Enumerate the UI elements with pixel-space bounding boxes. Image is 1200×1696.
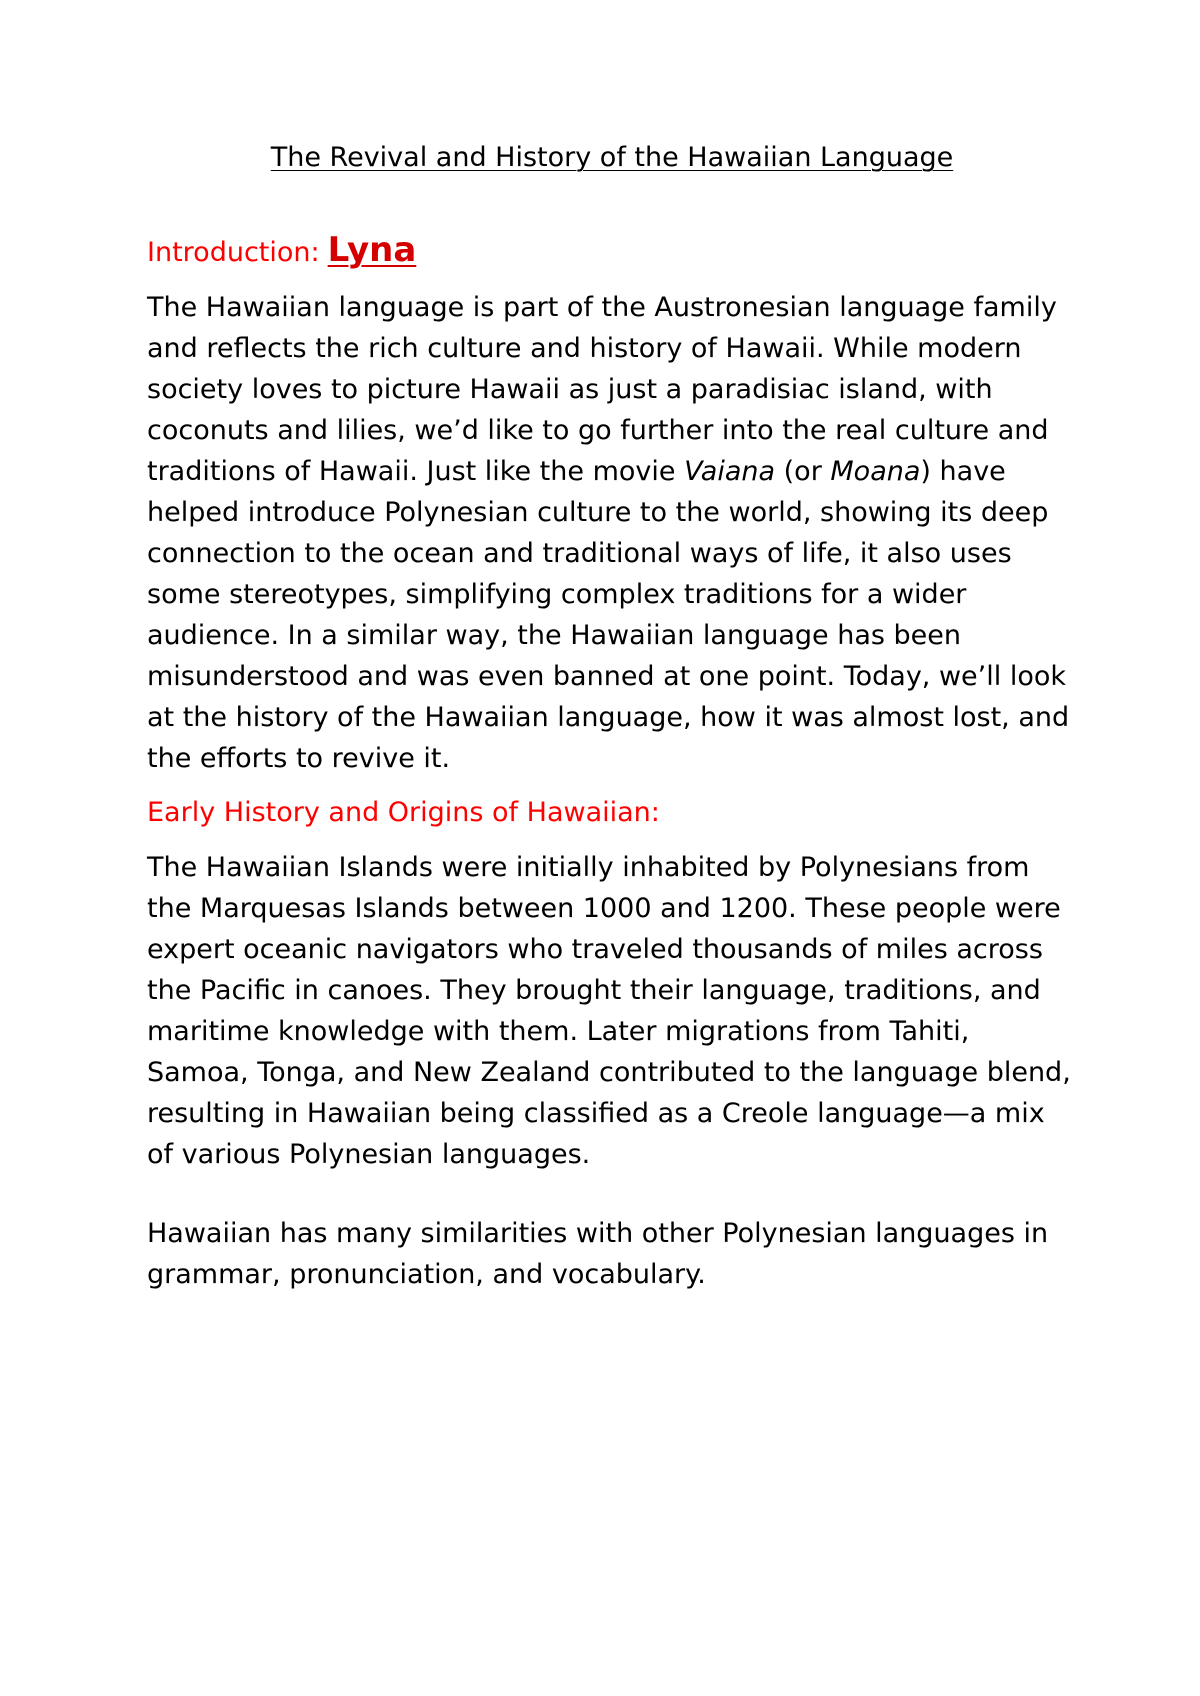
intro-text-part-2: (or bbox=[775, 456, 831, 487]
intro-text-part-1: The Hawaiian language is part of the Austronesian language family and reflects the rich culture and history of Hawaii. While modern society loves to picture Hawaii as just a paradisiac island, with coconuts and lilies, we’d like to go further into the real culture and traditions of Hawaii. Just like the movie bbox=[147, 292, 1057, 487]
document-title: The Revival and History of the Hawaiian Language bbox=[270, 142, 954, 173]
movie-title-vaiana: Vaiana bbox=[684, 456, 776, 487]
introduction-author: Lyna bbox=[327, 230, 417, 270]
introduction-label: Introduction: bbox=[147, 237, 320, 268]
introduction-heading bbox=[147, 230, 1077, 273]
introduction-paragraph bbox=[147, 287, 1077, 779]
movie-title-moana: Moana bbox=[830, 456, 921, 487]
intro-text-part-3: ) have helped introduce Polynesian culture to the world, showing its deep connection to the ocean and traditional ways of life, it also uses some stereotypes, simplifying complex traditions for a wider audience. In a similar way, the Hawaiian language has been misunderstood and was even banned at one point. Today, we’ll look at the history of the Hawaiian language, how it was almost lost, and the efforts to revive it. bbox=[147, 456, 1070, 774]
early-history-paragraph-1: The Hawaiian Islands were initially inhabited by Polynesians from the Marquesas Islands between 1000 and 1200. These people were expert oceanic navigators who traveled thousands of miles across the Pacific in canoes. They brought their language, traditions, and maritime knowledge with them. Later migrations from Tahiti, Samoa, Tonga, and New Zealand contributed to the language blend, resulting in Hawaiian being classified as a Creole language—a mix of various Polynesian languages. bbox=[147, 852, 1071, 1170]
early-history-paragraph-2: Hawaiian has many similarities with other Polynesian languages in grammar, pronunciation, and vocabulary. bbox=[147, 1218, 1049, 1290]
early-history-heading: Early History and Origins of Hawaiian: bbox=[147, 797, 660, 828]
document-content bbox=[147, 138, 1077, 1309]
